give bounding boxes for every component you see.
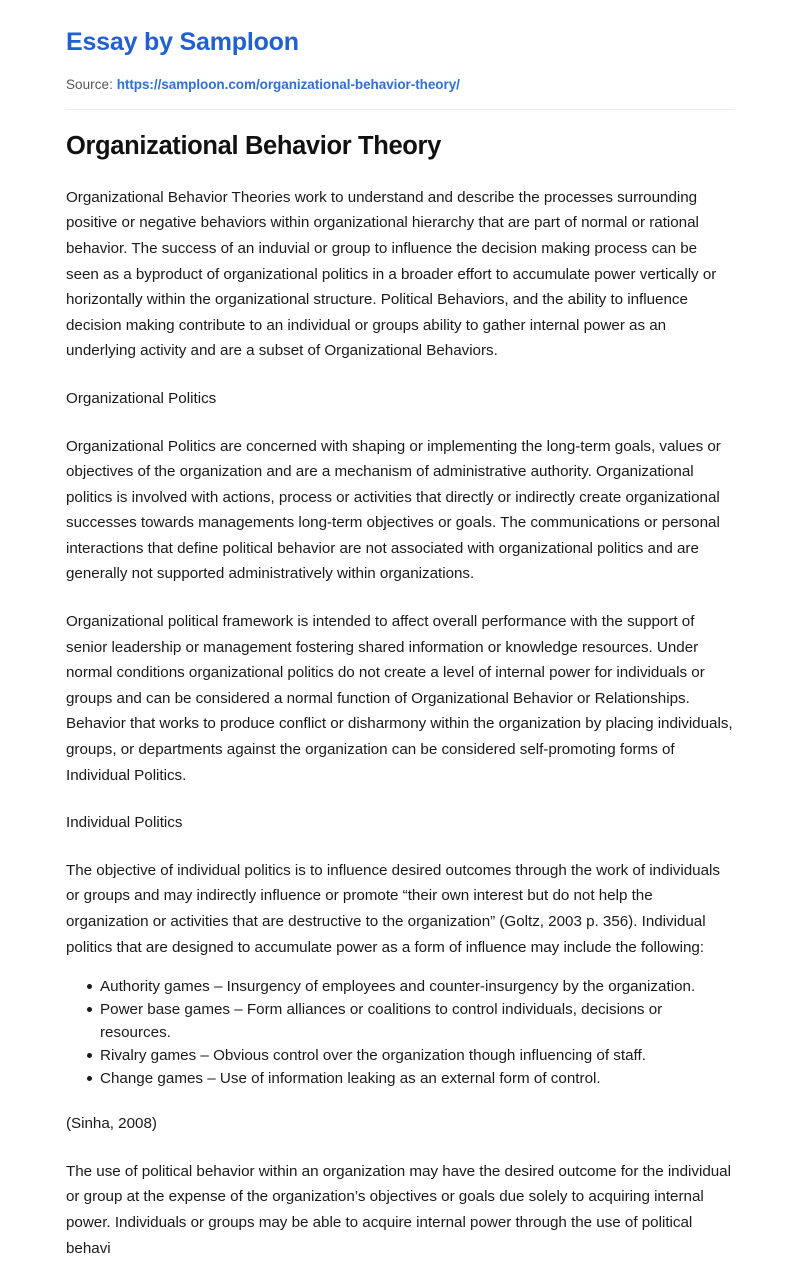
individual-politics-paragraph-1: The objective of individual politics is to influence desired outcomes through the work of individuals or groups and may indirectly influence or promote “their own interest but do not help the organization or activities that are destructive to the organization” (Goltz, 2003 p. 356). Individual politics that are designed to accumulate power as a form of influence may include the following: [66, 861, 720, 956]
list-item: Change games – Use of information leaking as an external form of control. [66, 1067, 734, 1090]
section-heading-organizational-politics: Organizational Politics [66, 389, 217, 407]
page-title: Organizational Behavior Theory [66, 131, 441, 160]
organizational-politics-paragraph-1: Organizational Politics are concerned with shaping or implementing the long-term goals, values or objectives of the organization and are a mechanism of administrative authority. Organizational politics is involved with actions, process or activities that directly or indirectly create organizational successes towards managements long-term objectives or goals. The communications or personal interactions that define political behavior are not associated with organizational politics and are generally not supported administratively within organizations. [66, 437, 721, 583]
section-heading-individual-politics: Individual Politics [66, 814, 183, 832]
site-brand-logo: Essay by Samploon [66, 28, 299, 56]
list-item: Authority games – Insurgency of employees and counter-insurgency by the organization. [66, 975, 734, 998]
organizational-politics-paragraph-2: Organizational political framework is intended to affect overall performance with the support of senior leadership or management fostering shared information or knowledge resources. Under normal conditions organizational politics do not create a level of internal power for individuals or groups and can be considered a normal function of Organizational Behavior or Relationships. Behavior that works to produce conflict or disharmony within the organization by placing individuals, groups, or departments against the organization can be considered self-promoting forms of Individual Politics. [66, 613, 733, 784]
source-line [66, 57, 734, 95]
source-label: Source: [66, 77, 113, 92]
political-games-list [66, 960, 734, 1090]
citation-sinha: (Sinha, 2008) [66, 1115, 157, 1133]
closing-paragraph: The use of political behavior within an organization may have the desired outcome for the individual or group at the expense of the organization’s objectives or goals due solely to acquiring internal power. Individuals or groups may be able to acquire internal power through the use of political behavi [66, 1162, 731, 1257]
list-item: Rivalry games – Obvious control over the organization though influencing of staff. [66, 1044, 734, 1067]
source-url-link[interactable]: https://samploon.com/organizational-behavior-theory/ [116, 77, 460, 92]
intro-paragraph: Organizational Behavior Theories work to understand and describe the processes surrounding positive or negative behaviors within organizational hierarchy that are part of normal or rational behavior. The success of an induvial or group to influence the decision making process can be seen as a byproduct of organizational politics in a broader effort to accumulate power vertically or horizontally within the organizational structure. Political Behaviors, and the ability to influence decision making contribute to an individual or groups ability to gather internal power as an underlying activity and are a subset of Organizational Behaviors. [66, 188, 717, 360]
list-item: Power base games – Form alliances or coalitions to control individuals, decisions or resources. [66, 998, 734, 1044]
